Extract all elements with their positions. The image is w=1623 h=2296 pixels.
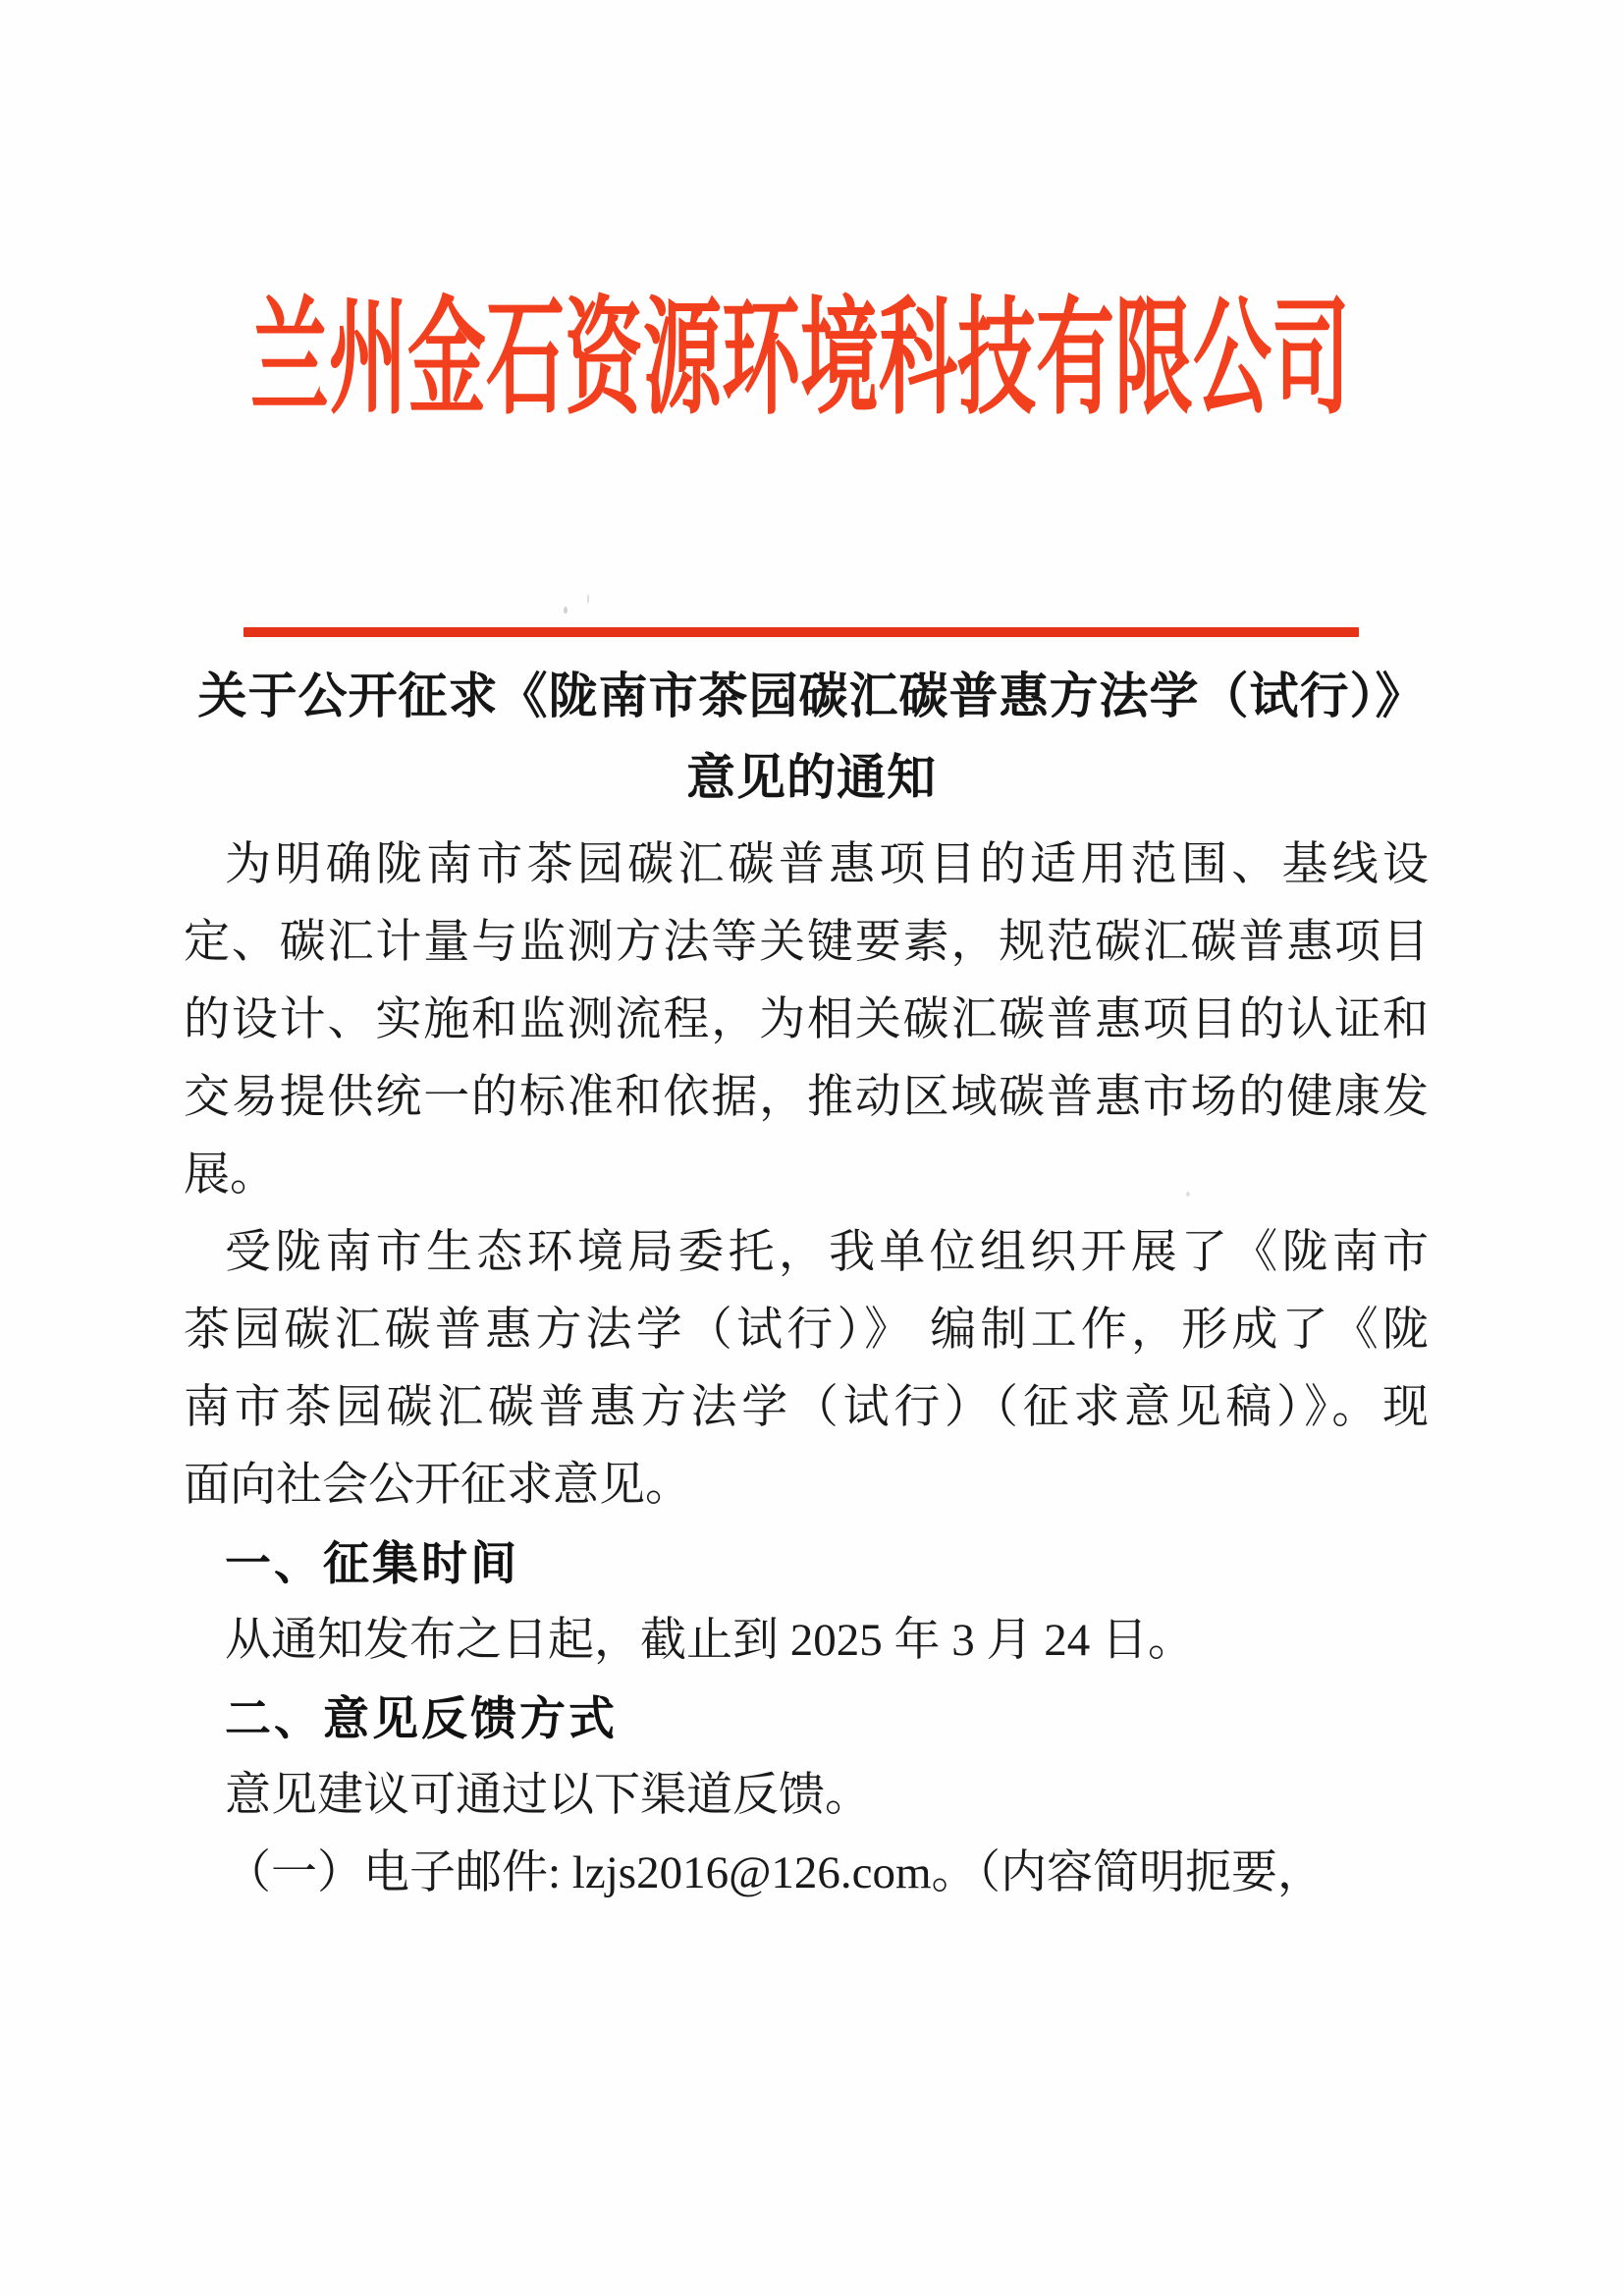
body-line: 茶园碳汇碳普惠方法学（试行）》 编制工作，形成了《陇 bbox=[184, 1305, 1429, 1356]
body-line: 的设计、实施和监测流程，为相关碳汇碳普惠项目的认证和 bbox=[184, 994, 1429, 1045]
body-line-email: （一）电子邮件: lzjs2016@126.com。（内容简明扼要， bbox=[225, 1847, 1325, 1898]
company-name: 兰州金石资源环境科技有限公司 bbox=[250, 291, 1350, 431]
section-heading-feedback-method: 二、意见反馈方式 bbox=[225, 1692, 618, 1744]
body-line: 交易提供统一的标准和依据，推动区域碳普惠市场的健康发 bbox=[184, 1072, 1429, 1123]
letterhead-divider-rule bbox=[243, 627, 1359, 637]
company-letterhead bbox=[250, 291, 1348, 431]
document-title-line2: 意见的通知 bbox=[686, 750, 937, 805]
body-line: 面向社会公开征求意见。 bbox=[184, 1460, 691, 1511]
body-line: 为明确陇南市茶园碳汇碳普惠项目的适用范围、基线设 bbox=[225, 839, 1429, 890]
body-line: 定、碳汇计量与监测方法等关键要素，规范碳汇碳普惠项目 bbox=[184, 917, 1429, 968]
body-line: 南市茶园碳汇碳普惠方法学（试行）（征求意见稿）》。现 bbox=[184, 1382, 1429, 1433]
scan-speck bbox=[587, 594, 589, 604]
document-title-line1: 关于公开征求《陇南市茶园碳汇碳普惠方法学（试行）》 bbox=[197, 668, 1426, 723]
body-line-deadline: 从通知发布之日起，截止到 2025 年 3 月 24 日。 bbox=[225, 1615, 1194, 1666]
body-line: 展。 bbox=[184, 1149, 276, 1201]
scan-speck bbox=[564, 607, 568, 614]
body-line: 意见建议可通过以下渠道反馈。 bbox=[225, 1770, 871, 1821]
document-title bbox=[0, 656, 1623, 819]
document-body bbox=[184, 827, 1429, 1912]
section-heading-collection-time: 一、征集时间 bbox=[225, 1537, 519, 1589]
body-line: 受陇南市生态环境局委托，我单位组织开展了《陇南市 bbox=[225, 1227, 1429, 1278]
scan-speck bbox=[1186, 1192, 1190, 1197]
